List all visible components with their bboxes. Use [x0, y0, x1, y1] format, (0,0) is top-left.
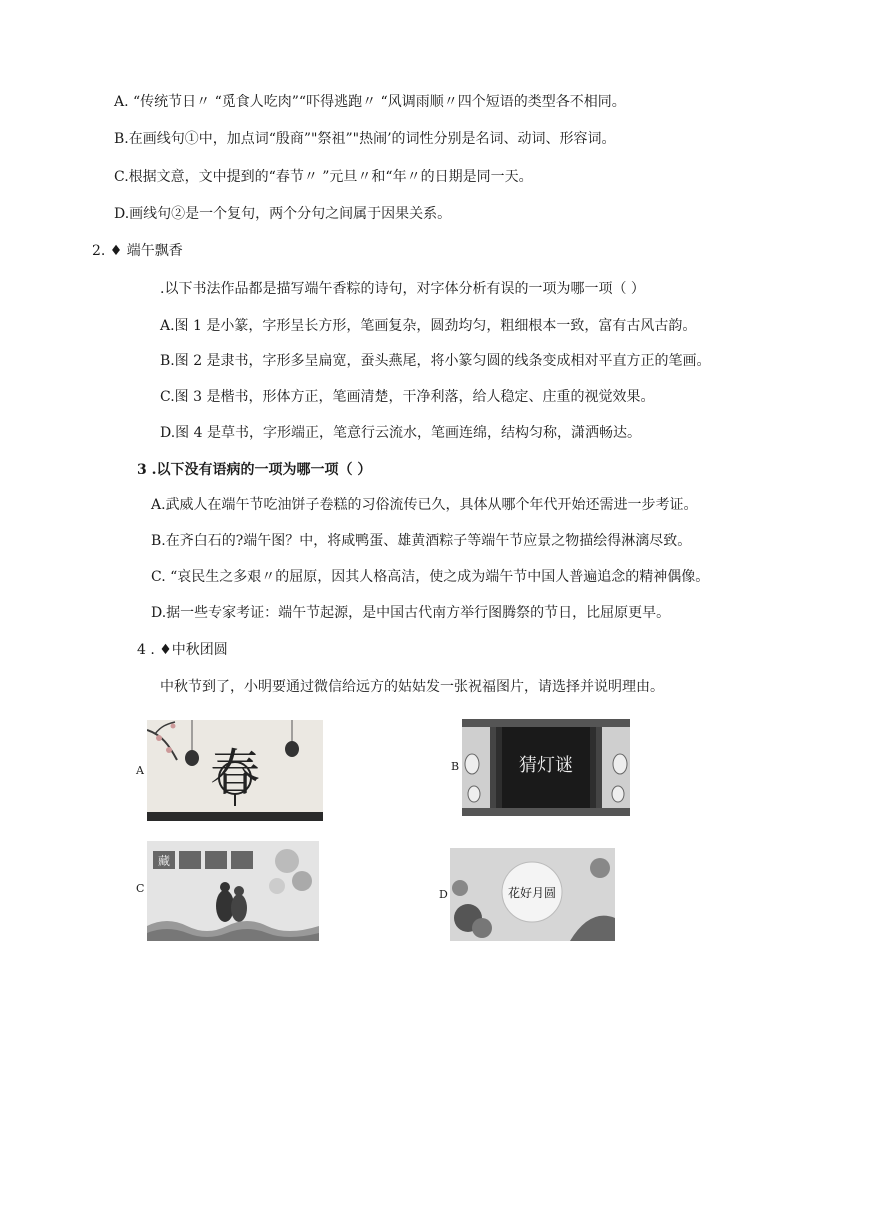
q1-option-c: C.根据文意，文中提到的“春节〃 ”元旦〃和“年〃的日期是同一天。	[114, 169, 533, 185]
q2-heading: 2. ♦ 端午飘香	[92, 243, 183, 259]
q2-option-a: A.图 1 是小篆，字形呈长方形，笔画复杂，圆劲均匀，粗细根本一致，富有古风古韵。	[160, 318, 697, 334]
image-d-full-moon-card	[450, 848, 615, 941]
q2-option-c: C.图 3 是楷书，形体方正，笔画清楚，干净利落，给人稳定、庄重的视觉效果。	[160, 389, 655, 405]
image-a-label: A	[136, 764, 144, 777]
image-b-label: B	[451, 760, 460, 773]
q2-option-d: D.图 4 是草书，字形端正，笔意行云流水，笔画连绵，结构匀称，潇洒畅达。	[160, 425, 641, 441]
q2-stem: .以下书法作品都是描写端午香粽的诗句，对字体分析有误的一项为哪一项（ ）	[160, 281, 645, 297]
q3-option-b: B.在齐白石的?端午图？中，将咸鸭蛋、雄黄酒粽子等端午节应景之物描绘得淋漓尽致。	[151, 533, 692, 549]
image-b-lantern-riddle-card	[462, 719, 630, 816]
q1-option-b: B.在画线句①中，加点词“殷商”"祭祖”"热闹’的词性分别是名词、动词、形容词。	[114, 131, 616, 147]
q2-option-b: B.图 2 是隶书，字形多呈扁宽，蚕头燕尾，将小篆匀圆的线条变成相对平直方正的笔画。	[160, 353, 711, 369]
q3-stem: 3 .以下没有语病的一项为哪一项（ ）	[137, 462, 372, 478]
image-d-label: D	[439, 888, 448, 901]
image-a-spring-card	[147, 720, 323, 821]
q3-option-c: C. “哀民生之多艰〃的屈原，因其人格高洁，使之成为端午节中国人普遍追念的精神偶像。	[151, 569, 710, 585]
image-c-title-char: 藏	[157, 854, 171, 868]
image-c-label: C	[136, 882, 145, 895]
q4-stem: 中秋节到了，小明要通过微信给远方的姑姑发一张祝福图片，请选择并说明理由。	[160, 679, 664, 695]
q3-option-a: A.武威人在端午节吃油饼子卷糕的习俗流传已久，具体从哪个年代开始还需进一步考证。	[151, 497, 698, 513]
image-c-reunion-card	[147, 841, 319, 941]
image-b-title: 猜灯谜	[519, 755, 573, 776]
q1-option-a: A. “传统节日〃 “觅食人吃肉”“吓得逃跑〃 “风调雨顺〃四个短语的类型各不相同。	[114, 94, 626, 110]
q4-heading: 4 . ♦中秋团圆	[137, 642, 228, 658]
q1-option-d: D.画线句②是一个复句，两个分句之间属于因果关系。	[114, 206, 452, 222]
image-d-title: 花好月圆	[507, 886, 557, 900]
image-a-character: 春	[210, 744, 260, 802]
q3-option-d: D.据一些专家考证：端午节起源，是中国古代南方举行图腾祭的节日，比屈原更早。	[151, 605, 671, 621]
